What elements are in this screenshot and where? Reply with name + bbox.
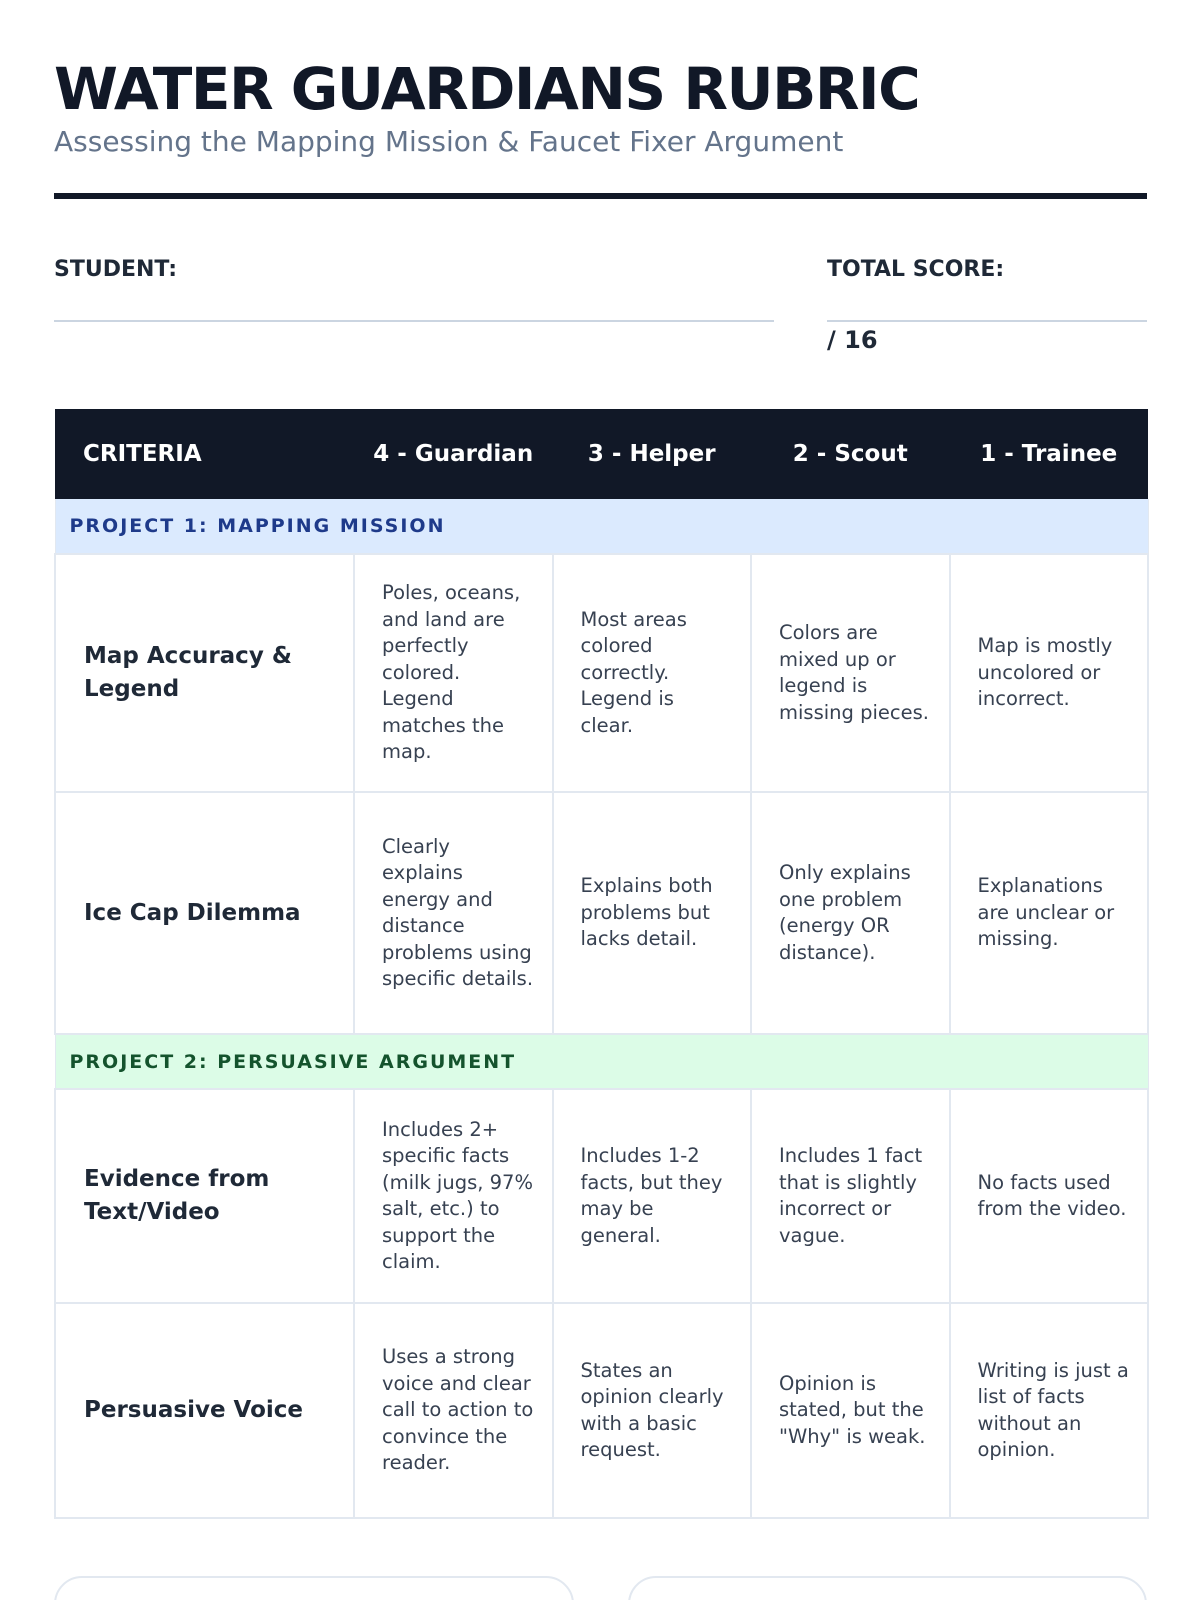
level-1-cell: No facts used from the video. <box>950 1089 1149 1303</box>
title-divider <box>54 193 1147 199</box>
table-row <box>55 1303 1148 1518</box>
header-criteria: CRITERIA <box>55 409 354 499</box>
bottom-card-right <box>628 1576 1147 1600</box>
criteria-cell: Map Accuracy & Legend <box>55 554 354 792</box>
section-row <box>55 1034 1148 1089</box>
rubric-page <box>54 0 1147 1600</box>
level-1-cell: Explanations are unclear or missing. <box>950 792 1149 1034</box>
rubric-table <box>54 409 1149 1519</box>
level-2-cell: Colors are mixed up or legend is missing pieces. <box>751 554 950 792</box>
level-4-cell: Includes 2+ specific facts (milk jugs, 97% salt, etc.) to support the claim. <box>354 1089 553 1303</box>
header-level-1: 1 - Trainee <box>950 409 1149 499</box>
table-row <box>55 1089 1148 1303</box>
header-level-4: 4 - Guardian <box>354 409 553 499</box>
total-score-label: TOTAL SCORE: <box>827 257 1005 282</box>
header-level-2: 2 - Scout <box>751 409 950 499</box>
level-3-cell: Most areas colored correctly. Legend is clear. <box>553 554 752 792</box>
student-label: STUDENT: <box>54 257 178 282</box>
criteria-cell: Persuasive Voice <box>55 1303 354 1518</box>
page-subtitle: Assessing the Mapping Mission & Faucet Fixer Argument <box>54 125 844 158</box>
table-row <box>55 554 1148 792</box>
level-2-cell: Only explains one problem (energy OR distance). <box>751 792 950 1034</box>
level-1-cell: Map is mostly uncolored or incorrect. <box>950 554 1149 792</box>
level-3-cell: Includes 1-2 facts, but they may be general. <box>553 1089 752 1303</box>
level-2-cell: Includes 1 fact that is slightly incorrect or vague. <box>751 1089 950 1303</box>
level-1-cell: Writing is just a list of facts without an opinion. <box>950 1303 1149 1518</box>
student-name-line[interactable] <box>54 320 774 322</box>
level-4-cell: Clearly explains energy and distance problems using specific details. <box>354 792 553 1034</box>
total-score-line[interactable] <box>827 320 1147 322</box>
table-row <box>55 792 1148 1034</box>
page-title: WATER GUARDIANS RUBRIC <box>54 55 920 123</box>
total-score-suffix: / 16 <box>827 326 878 354</box>
bottom-card-left <box>54 1576 574 1600</box>
section-title-project-1: PROJECT 1: MAPPING MISSION <box>55 499 1148 554</box>
criteria-cell: Evidence from Text/Video <box>55 1089 354 1303</box>
criteria-cell: Ice Cap Dilemma <box>55 792 354 1034</box>
level-3-cell: States an opinion clearly with a basic request. <box>553 1303 752 1518</box>
level-4-cell: Uses a strong voice and clear call to action to convince the reader. <box>354 1303 553 1518</box>
header-level-3: 3 - Helper <box>553 409 752 499</box>
level-4-cell: Poles, oceans, and land are perfectly colored. Legend matches the map. <box>354 554 553 792</box>
level-3-cell: Explains both problems but lacks detail. <box>553 792 752 1034</box>
table-header-row <box>55 409 1148 499</box>
section-title-project-2: PROJECT 2: PERSUASIVE ARGUMENT <box>55 1034 1148 1089</box>
level-2-cell: Opinion is stated, but the "Why" is weak. <box>751 1303 950 1518</box>
section-row <box>55 499 1148 554</box>
